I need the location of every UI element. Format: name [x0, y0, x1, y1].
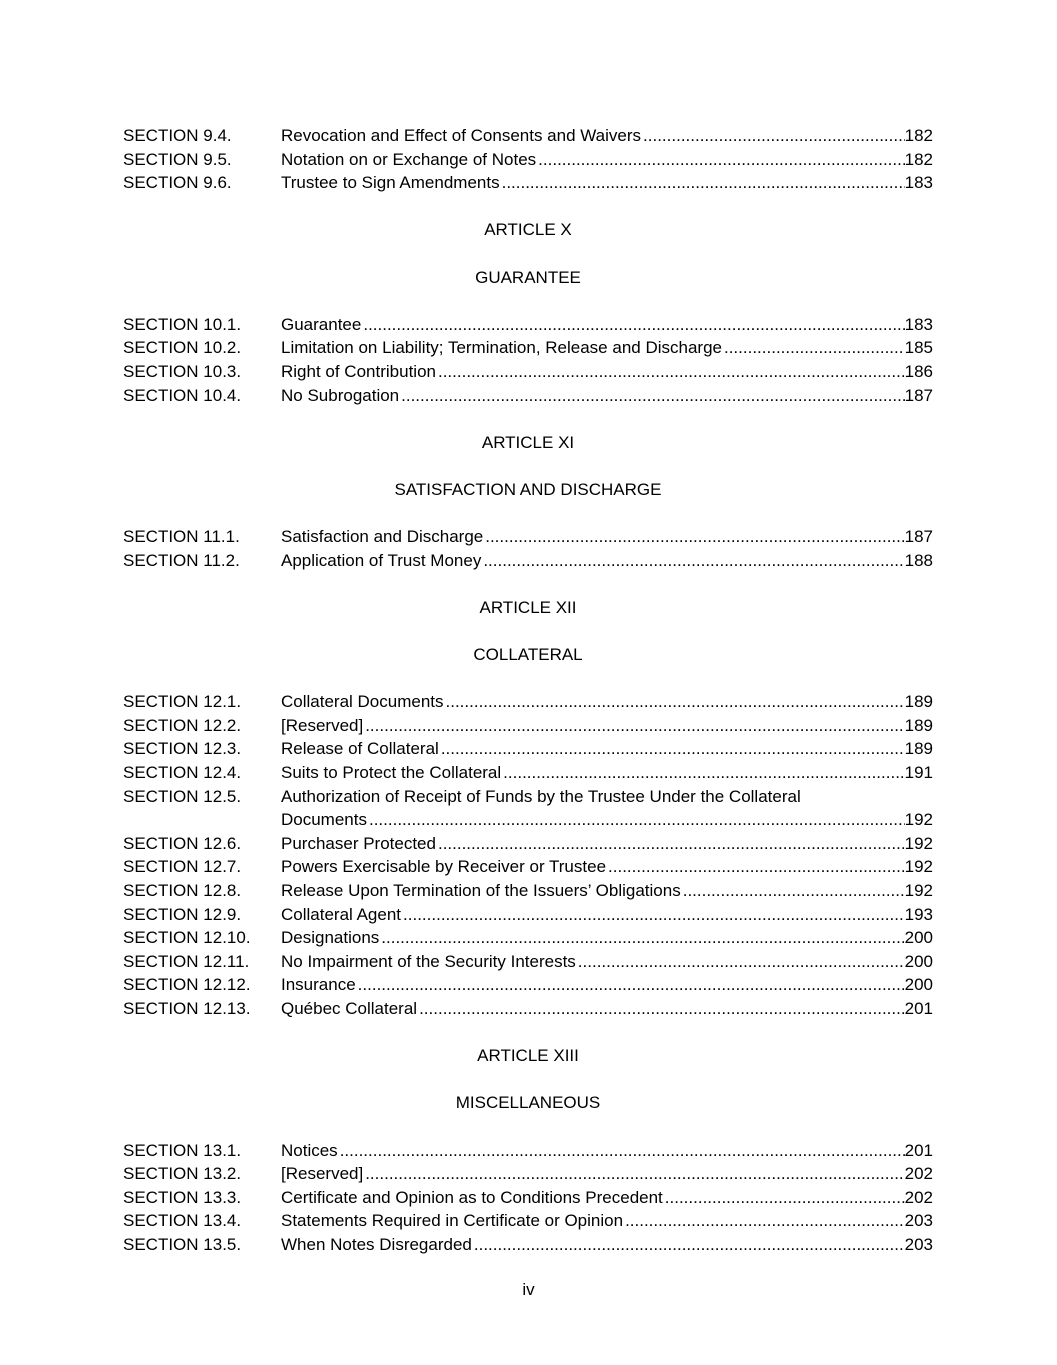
dot-leader	[417, 997, 905, 1021]
dot-leader	[439, 737, 905, 761]
toc-entry-body	[281, 997, 933, 1021]
toc-entry-page: 203	[904, 1234, 933, 1254]
toc-entry-page: 182	[904, 149, 933, 169]
toc-entry-title: Authorization of Receipt of Funds by the Trustee Under the Collateral	[281, 786, 801, 806]
toc-entry-section: SECTION 12.4.	[123, 763, 242, 783]
toc-entry-body	[281, 926, 933, 950]
toc-entry-body	[281, 1209, 933, 1233]
toc-entry-body	[281, 690, 933, 714]
toc-entry-title: Statements Required in Certificate or Opinion	[281, 1211, 624, 1231]
toc-entry-page: 189	[904, 692, 933, 712]
dot-leader	[483, 525, 904, 549]
toc-entry-page: 192	[904, 881, 933, 900]
dot-leader	[399, 384, 904, 408]
toc-entry-section-spacer	[123, 808, 281, 832]
toc-entry	[123, 1186, 933, 1210]
article-subject-heading: COLLATERAL	[473, 645, 583, 665]
toc-entry-body	[281, 384, 933, 408]
toc-entry-title: Notices	[281, 1140, 338, 1160]
toc-entry-body	[281, 714, 933, 738]
toc-entry	[123, 1233, 933, 1257]
toc-entry-page: 186	[904, 361, 933, 381]
toc-entry-section: SECTION 10.4.	[123, 385, 242, 405]
toc-entry-page: 203	[904, 1211, 933, 1231]
toc-entry-title: Notation on or Exchange of Notes	[281, 149, 537, 169]
toc-entry-page: 189	[904, 715, 933, 735]
toc-entry-page: 201	[904, 1140, 933, 1160]
toc-entry-section: SECTION 12.10.	[123, 928, 251, 948]
toc-entry-page: 200	[904, 928, 933, 948]
toc-entry	[123, 124, 933, 148]
article-heading: ARTICLE X	[484, 220, 572, 240]
toc-entry-title: [Reserved]	[281, 1164, 364, 1184]
toc-entry	[123, 926, 933, 950]
toc-entry-page: 202	[904, 1164, 933, 1184]
article-subject-heading: MISCELLANEOUS	[455, 1093, 601, 1113]
toc-entry-body	[281, 737, 933, 761]
article-heading: ARTICLE XII	[479, 597, 577, 617]
toc-entry-title: No Impairment of the Security Interests	[281, 951, 576, 971]
toc-entry-section: SECTION 12.13.	[123, 998, 251, 1018]
article-heading: ARTICLE XI	[481, 432, 575, 452]
toc-entry-page: 185	[904, 338, 933, 358]
dot-leader	[436, 360, 905, 384]
dot-leader	[663, 1186, 905, 1210]
dot-leader	[681, 879, 905, 903]
toc-entry-body	[281, 785, 933, 809]
toc-entry-title: Release Upon Termination of the Issuers’ Obligations	[281, 881, 681, 900]
toc-entry-section: SECTION 12.12.	[123, 975, 251, 995]
toc-entry-title: Limitation on Liability; Termination, Release and Discharge	[281, 338, 722, 358]
toc-entry-section: SECTION 12.8.	[123, 881, 242, 900]
toc-entry-section: SECTION 10.3.	[123, 361, 242, 381]
toc-entry-page: 202	[904, 1187, 933, 1207]
toc-entry	[123, 171, 933, 195]
toc-entry-body	[281, 336, 933, 360]
dot-leader	[606, 855, 905, 879]
toc-entry-title: Québec Collateral	[281, 998, 418, 1018]
toc-entry-page: 182	[904, 126, 933, 145]
toc-entry	[123, 1139, 933, 1163]
dot-leader	[401, 903, 905, 927]
toc-entry-title: Guarantee	[281, 314, 362, 334]
toc-entry	[123, 832, 933, 856]
toc-entry-title: Satisfaction and Discharge	[281, 527, 484, 547]
toc-entry-section: SECTION 11.1.	[123, 527, 240, 547]
toc-entry	[123, 737, 933, 761]
page-number: iv	[522, 1280, 535, 1299]
toc-entry-body	[281, 855, 933, 879]
toc-entry-body	[281, 171, 933, 195]
toc-entry	[123, 1209, 933, 1233]
toc-entry-page: 201	[904, 998, 933, 1018]
toc-entry-body	[281, 950, 933, 974]
table-of-contents	[123, 124, 933, 1257]
article-subject-heading: GUARANTEE	[475, 267, 581, 287]
dot-leader	[338, 1139, 905, 1163]
toc-entry-page: 192	[904, 810, 933, 830]
toc-entry-title: Purchaser Protected	[281, 833, 436, 853]
toc-entry	[123, 336, 933, 360]
toc-entry-title: Certificate and Opinion as to Conditions Precedent	[281, 1187, 663, 1207]
toc-entry-title: No Subrogation	[281, 385, 400, 405]
toc-entry	[123, 950, 933, 974]
toc-entry-body	[281, 761, 933, 785]
toc-entry-section: SECTION 13.3.	[123, 1187, 242, 1207]
toc-entry-continuation	[123, 808, 933, 832]
dot-leader	[722, 336, 905, 360]
toc-entry-body	[281, 549, 933, 573]
toc-entry-section: SECTION 12.5.	[123, 786, 242, 806]
toc-entry-body	[281, 1139, 933, 1163]
toc-entry-page: 191	[904, 763, 933, 783]
toc-entry-body	[281, 832, 933, 856]
toc-entry-title: Collateral Documents	[281, 692, 444, 712]
toc-entry-title: Designations	[281, 928, 380, 948]
toc-entry-section: SECTION 12.7.	[123, 857, 242, 877]
toc-entry	[123, 714, 933, 738]
toc-entry-body	[281, 808, 933, 832]
dot-leader	[379, 926, 904, 950]
toc-entry-body	[281, 313, 933, 337]
toc-entry-page: 189	[904, 739, 933, 759]
toc-entry-section: SECTION 12.3.	[123, 739, 242, 759]
toc-entry	[123, 360, 933, 384]
toc-entry-body	[281, 879, 933, 903]
toc-entry-page: 183	[904, 173, 933, 193]
dot-leader	[361, 313, 904, 337]
toc-entry-page: 183	[904, 314, 933, 334]
toc-entry-body	[281, 903, 933, 927]
toc-entry-section: SECTION 12.9.	[123, 904, 242, 924]
toc-entry	[123, 313, 933, 337]
toc-entry-title: [Reserved]	[281, 715, 364, 735]
toc-entry	[123, 785, 933, 809]
toc-entry-title: Right of Contribution	[281, 361, 436, 381]
toc-entry-section: SECTION 9.6.	[123, 173, 232, 193]
toc-entry	[123, 761, 933, 785]
dot-leader	[481, 549, 904, 573]
dot-leader	[576, 950, 905, 974]
toc-entry-section: SECTION 10.2.	[123, 338, 242, 358]
toc-entry-body	[281, 360, 933, 384]
toc-entry-page: 200	[904, 951, 933, 971]
dot-leader	[356, 973, 905, 997]
toc-entry-title: Suits to Protect the Collateral	[281, 763, 502, 783]
dot-leader	[444, 690, 905, 714]
toc-entry	[123, 997, 933, 1021]
toc-entry-section: SECTION 12.11.	[123, 951, 250, 971]
toc-entry	[123, 973, 933, 997]
dot-leader	[436, 832, 905, 856]
toc-entry-section: SECTION 13.5.	[123, 1234, 242, 1254]
toc-entry-page: 187	[904, 527, 933, 547]
toc-entry	[123, 855, 933, 879]
dot-leader	[363, 1162, 904, 1186]
toc-entry	[123, 148, 933, 172]
article-heading: ARTICLE XIII	[477, 1046, 579, 1066]
toc-entry-page: 192	[904, 857, 933, 877]
toc-entry-page: 192	[904, 833, 933, 853]
toc-entry	[123, 549, 933, 573]
toc-entry-section: SECTION 13.1.	[123, 1140, 242, 1160]
toc-entry-title: When Notes Disregarded	[281, 1234, 472, 1254]
toc-entry-title: Collateral Agent	[281, 904, 402, 924]
dot-leader	[623, 1209, 905, 1233]
toc-entry	[123, 879, 933, 903]
dot-leader	[472, 1233, 905, 1257]
toc-entry	[123, 1162, 933, 1186]
dot-leader	[367, 808, 905, 832]
toc-entry-title: Powers Exercisable by Receiver or Trustee	[281, 857, 607, 877]
toc-entry-page: 193	[904, 904, 933, 924]
toc-entry-body	[281, 1186, 933, 1210]
toc-entry-section: SECTION 9.5.	[123, 149, 232, 169]
article-subject-heading: SATISFACTION AND DISCHARGE	[394, 479, 662, 499]
toc-entry-body	[281, 525, 933, 549]
page-footer	[0, 1278, 1057, 1302]
toc-entry-page: 200	[904, 975, 933, 995]
dot-leader	[501, 761, 904, 785]
toc-entry	[123, 384, 933, 408]
toc-entry-title-continued: Documents	[281, 810, 367, 830]
toc-entry-body	[281, 973, 933, 997]
toc-entry-section: SECTION 13.4.	[123, 1211, 242, 1231]
dot-leader	[500, 171, 905, 195]
toc-entry	[123, 903, 933, 927]
toc-entry-page: 187	[904, 385, 933, 405]
toc-entry-body	[281, 1233, 933, 1257]
toc-entry-body	[281, 1162, 933, 1186]
toc-entry-title: Application of Trust Money	[281, 550, 482, 570]
toc-entry	[123, 690, 933, 714]
toc-entry-section: SECTION 12.2.	[123, 715, 242, 735]
dot-leader	[363, 714, 904, 738]
toc-entry-title: Trustee to Sign Amendments	[281, 173, 500, 193]
toc-entry-body	[281, 124, 933, 148]
toc-entry-title: Revocation and Effect of Consents and Waivers	[281, 126, 642, 145]
dot-leader	[536, 148, 904, 172]
toc-entry-title: Insurance	[281, 975, 356, 995]
toc-entry-title: Release of Collateral	[281, 739, 439, 759]
toc-entry-section: SECTION 12.1.	[123, 692, 242, 712]
toc-entry-page: 188	[904, 550, 933, 570]
toc-entry	[123, 525, 933, 549]
toc-entry-section: SECTION 11.2.	[123, 550, 240, 570]
toc-entry-section: SECTION 10.1.	[123, 314, 242, 334]
toc-entry-body	[281, 148, 933, 172]
toc-entry-section: SECTION 13.2.	[123, 1164, 242, 1184]
toc-entry-section: SECTION 12.6.	[123, 833, 242, 853]
dot-leader	[641, 124, 905, 148]
toc-entry-section: SECTION 9.4.	[123, 126, 232, 145]
